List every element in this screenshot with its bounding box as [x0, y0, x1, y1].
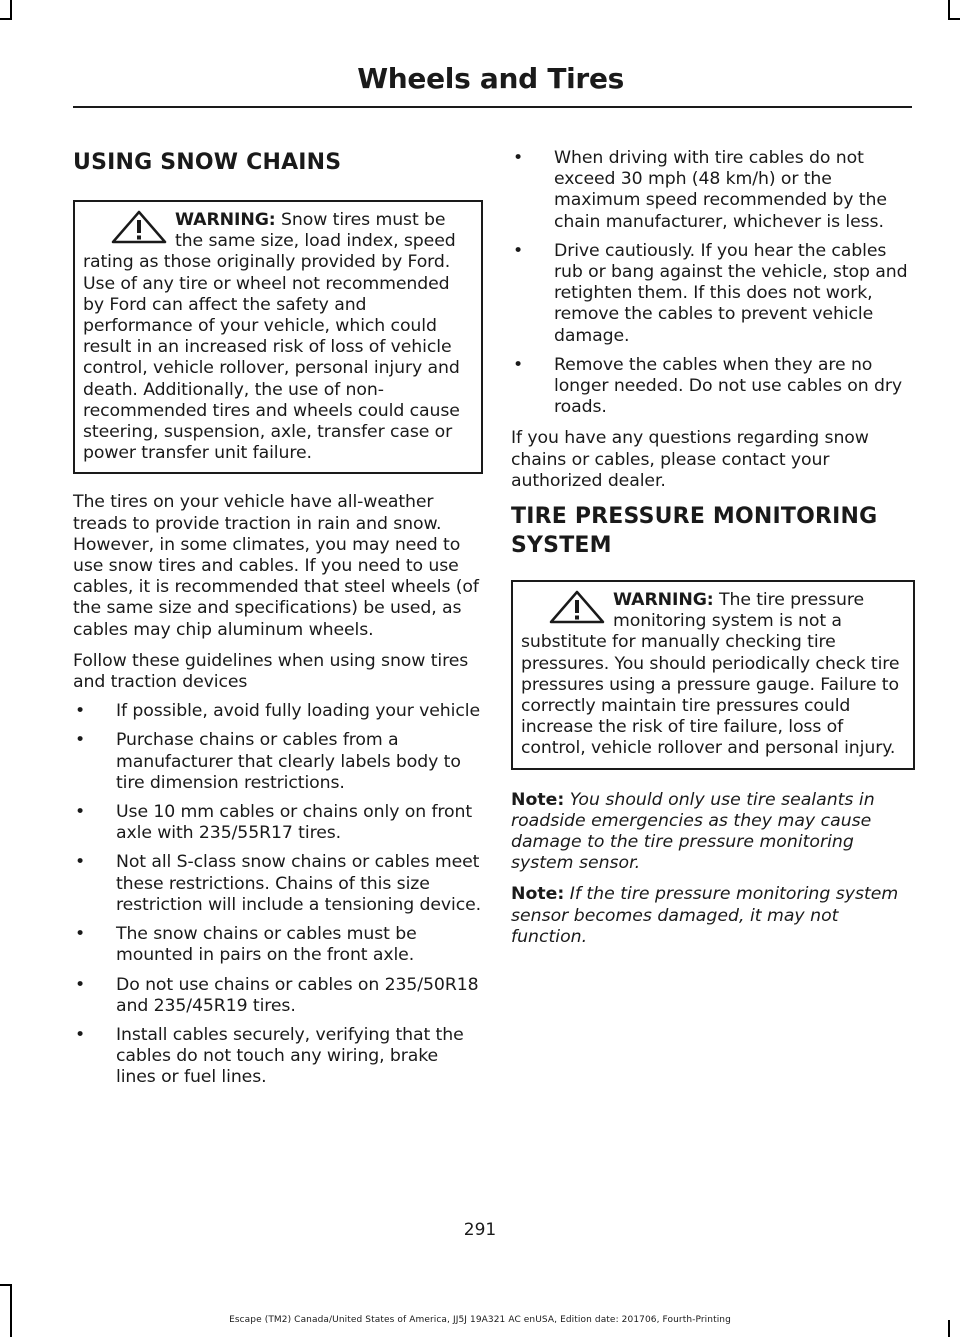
- list-item: [511, 355, 915, 419]
- warning-text: The tire pressure monitoring system is not a substitute for manually checking tire pressures. You should periodically check tire pressures using a pressure gauge. Failure to correctly maintain tire pressures could increase the risk of tire failure, loss of control, vehicle rollover and personal injury.: [521, 590, 900, 759]
- warning-label: WARNING:: [175, 210, 276, 230]
- list-item: [73, 802, 483, 844]
- footer-edition-info: Escape (TM2) Canada/United States of America, JJ5J 19A321 AC enUSA, Edition date: 201706, Fourth-Printing: [229, 1315, 731, 1325]
- list-item-text: Use 10 mm cables or chains only on front axle with 235/55R17 tires.: [116, 802, 473, 844]
- warning-triangle-icon: [547, 590, 607, 624]
- bullet-icon: •: [75, 701, 86, 722]
- page-number: 291: [463, 1220, 497, 1240]
- warning-label: WARNING:: [613, 590, 714, 611]
- paragraph-questions: If you have any questions regarding snow chains or cables, please contact your authorized dealer.: [511, 428, 869, 491]
- list-item: [73, 730, 483, 794]
- section-heading-line: SYSTEM: [511, 533, 612, 559]
- list-item-text: Remove the cables when they are no longer needed. Do not use cables on dry roads.: [554, 354, 902, 418]
- bullet-icon: •: [513, 354, 524, 375]
- bullet-icon: •: [513, 148, 524, 168]
- note-text: You should only use tire sealants in roadside emergencies as they may cause damage to the tire pressure monitoring system sensor.: [511, 789, 875, 874]
- paragraph-guidelines: Follow these guidelines when using snow tires and traction devices: [73, 650, 469, 693]
- list-item-text: Install cables securely, verifying that the cables do not touch any wiring, brake lines or fuel lines.: [116, 1024, 464, 1088]
- bullet-icon: •: [75, 730, 86, 751]
- warning-box-snow-tires: [73, 200, 483, 474]
- right-column: [511, 148, 915, 948]
- list-item: [73, 701, 483, 722]
- bullet-icon: •: [75, 1024, 86, 1045]
- crop-mark: [10, 0, 12, 20]
- bullet-icon: •: [513, 240, 524, 261]
- list-item: [73, 852, 483, 916]
- crop-mark: [0, 1284, 12, 1286]
- note-label: Note:: [511, 884, 565, 905]
- list-item: [73, 924, 483, 966]
- note-text: If the tire pressure monitoring system sensor becomes damaged, it may not function.: [511, 884, 899, 947]
- crop-mark: [0, 18, 12, 20]
- list-item-text: Not all S-class snow chains or cables meet these restrictions. Chains of this size restriction will include a tensioning device.: [116, 852, 482, 915]
- warning-triangle-icon: [109, 210, 169, 244]
- list-item: [73, 975, 483, 1017]
- list-item-text: The snow chains or cables must be mounted in pairs on the front axle.: [116, 924, 417, 966]
- list-item: [73, 1025, 483, 1089]
- left-column: [73, 148, 483, 1097]
- crop-mark: [948, 0, 950, 20]
- note-tire-sealants: [511, 790, 915, 875]
- crop-mark: [948, 18, 960, 20]
- list-item: [511, 148, 915, 233]
- list-item-text: Purchase chains or cables from a manufacturer that clearly labels body to tire dimension restrictions.: [116, 730, 461, 793]
- list-item: [511, 241, 915, 347]
- crop-mark: [10, 1284, 12, 1337]
- list-item-text: If possible, avoid fully loading your vehicle: [116, 701, 480, 722]
- list-item-text: Do not use chains or cables on 235/50R18 and 235/45R19 tires.: [116, 974, 479, 1016]
- tire-cable-guidelines-list: [511, 148, 915, 418]
- header-divider: [73, 106, 912, 108]
- note-label: Note:: [511, 789, 565, 810]
- warning-text: Snow tires must be the same size, load index, speed rating as those originally provided by Ford. Use of any tire or wheel not recommended by Ford can affect the safety and performance of your vehicle, which could result in an increased risk of loss of vehicle control, vehicle rollover, personal injury and death. Additionally, the use of non-recommended tires and wheels could cause steering, suspension, axle, transfer case or power transfer unit failure.: [83, 210, 460, 464]
- bullet-icon: •: [75, 924, 86, 945]
- bullet-icon: •: [75, 852, 86, 873]
- paragraph-all-weather-treads: The tires on your vehicle have all-weather treads to provide traction in rain and snow. However, in some climates, you may need to use snow tires and cables. If you need to use cables, it is recommended that steel wheels (of the same size and specifications) be used, as cables may chip aluminum wheels.: [73, 492, 479, 640]
- page-header-title: Wheels and Tires: [357, 62, 624, 95]
- list-item-text: Drive cautiously. If you hear the cables rub or bang against the vehicle, stop and retighten them. If this does not work, remove the cables to prevent vehicle damage.: [554, 240, 908, 346]
- bullet-icon: •: [75, 802, 86, 823]
- snow-chain-guidelines-list: [73, 701, 483, 1088]
- section-heading-snow-chains: USING SNOW CHAINS: [73, 150, 342, 175]
- list-item-text: When driving with tire cables do not exceed 30 mph (48 km/h) or the maximum speed recommended by the chain manufacturer, whichever is less.: [554, 148, 887, 232]
- section-heading-tpms: [511, 502, 915, 560]
- note-sensor-damage: [511, 884, 915, 948]
- section-heading-line: TIRE PRESSURE MONITORING: [511, 504, 878, 530]
- bullet-icon: •: [75, 974, 86, 995]
- warning-box-tpms: [511, 580, 915, 770]
